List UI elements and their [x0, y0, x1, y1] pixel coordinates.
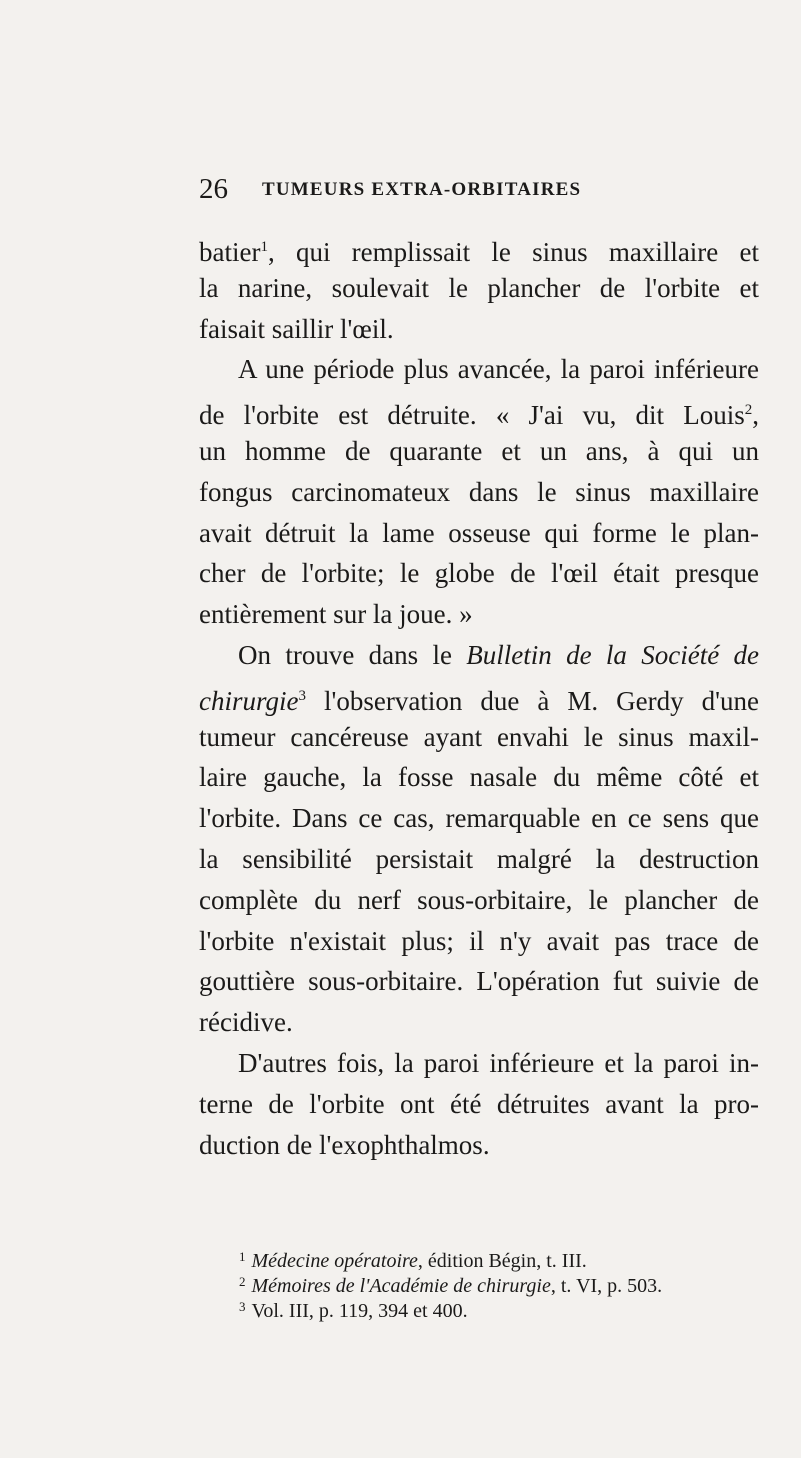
footnote: $^1$ Médecine opératoire, édition Bégin, t. III. — [239, 1249, 587, 1272]
text-line: avait détruit la lame osseuse qui forme le plan- — [199, 517, 759, 548]
text-line: cher de l'orbite; le globe de l'œil était presque — [199, 558, 759, 589]
text-line: de l'orbite est détruite. « J'ai vu, dit Louis$^2$, — [199, 400, 759, 431]
text-line: récidive. — [199, 1007, 293, 1038]
footnote: $^3$ Vol. III, p. 119, 394 et 400. — [239, 1299, 468, 1322]
footnote-ref: 1 — [260, 239, 268, 255]
text-line: complète du nerf sous-orbitaire, le plancher de — [199, 884, 759, 915]
text-line: faisait saillir l'œil. — [199, 313, 394, 344]
text-line: fongus carcinomateux dans le sinus maxillaire — [199, 476, 759, 507]
text-line: gouttière sous-orbitaire. L'opération fut suivie de — [199, 966, 759, 997]
text-line: un homme de quarante et un ans, à qui un — [199, 435, 759, 466]
footnote: $^2$ Mémoires de l'Académie de chirurgie, t. VI, p. 503. — [239, 1274, 663, 1297]
footnote-ref: 3 — [298, 687, 306, 704]
text-line: la narine, soulevait le plancher de l'orbite et — [199, 272, 759, 303]
body-text — [199, 227, 759, 1165]
page-number: 26 — [199, 173, 228, 205]
text-line: On trouve dans le Bulletin de la Société de — [238, 639, 760, 670]
text-line: batier$^1$, qui remplissait le sinus maxillaire et — [199, 237, 759, 267]
footnotes — [239, 1244, 759, 1322]
footnote-ref: 2 — [744, 402, 753, 419]
footnote-number: 1 — [239, 1249, 246, 1264]
text-line: laire gauche, la fosse nasale du même côté et — [199, 762, 759, 793]
text-line: A une période plus avancée, la paroi inférieure — [238, 354, 759, 385]
footnote-title: Médecine opératoire — [251, 1250, 418, 1272]
text-line: duction de l'exophthalmos. — [199, 1129, 490, 1160]
text-line: tumeur cancéreuse ayant envahi le sinus maxil- — [199, 721, 759, 752]
text-line: la sensibilité persistait malgré la destruction — [199, 843, 759, 874]
text-line: chirurgie$^3$ l'observation due à M. Gerdy d'une — [199, 685, 759, 716]
page-header — [0, 174, 801, 204]
italic-title: chirurgie — [199, 685, 299, 716]
text-line: D'autres fois, la paroi inférieure et la paroi in- — [238, 1047, 759, 1078]
running-title: TUMEURS EXTRA-ORBITAIRES — [262, 179, 582, 200]
text-line: l'orbite n'existait plus; il n'y avait pas trace de — [199, 925, 759, 956]
text-line: l'orbite. Dans ce cas, remarquable en ce sens que — [199, 803, 759, 834]
footnote-number: 2 — [239, 1274, 246, 1289]
footnote-number: 3 — [239, 1299, 246, 1314]
text-line: terne de l'orbite ont été détruites avant la pro- — [199, 1088, 759, 1119]
text-line: entièrement sur la joue. » — [199, 599, 473, 630]
footnote-title: Mémoires de l'Académie de chirurgie — [251, 1275, 551, 1297]
italic-title: Bulletin de la Société de — [466, 639, 760, 670]
